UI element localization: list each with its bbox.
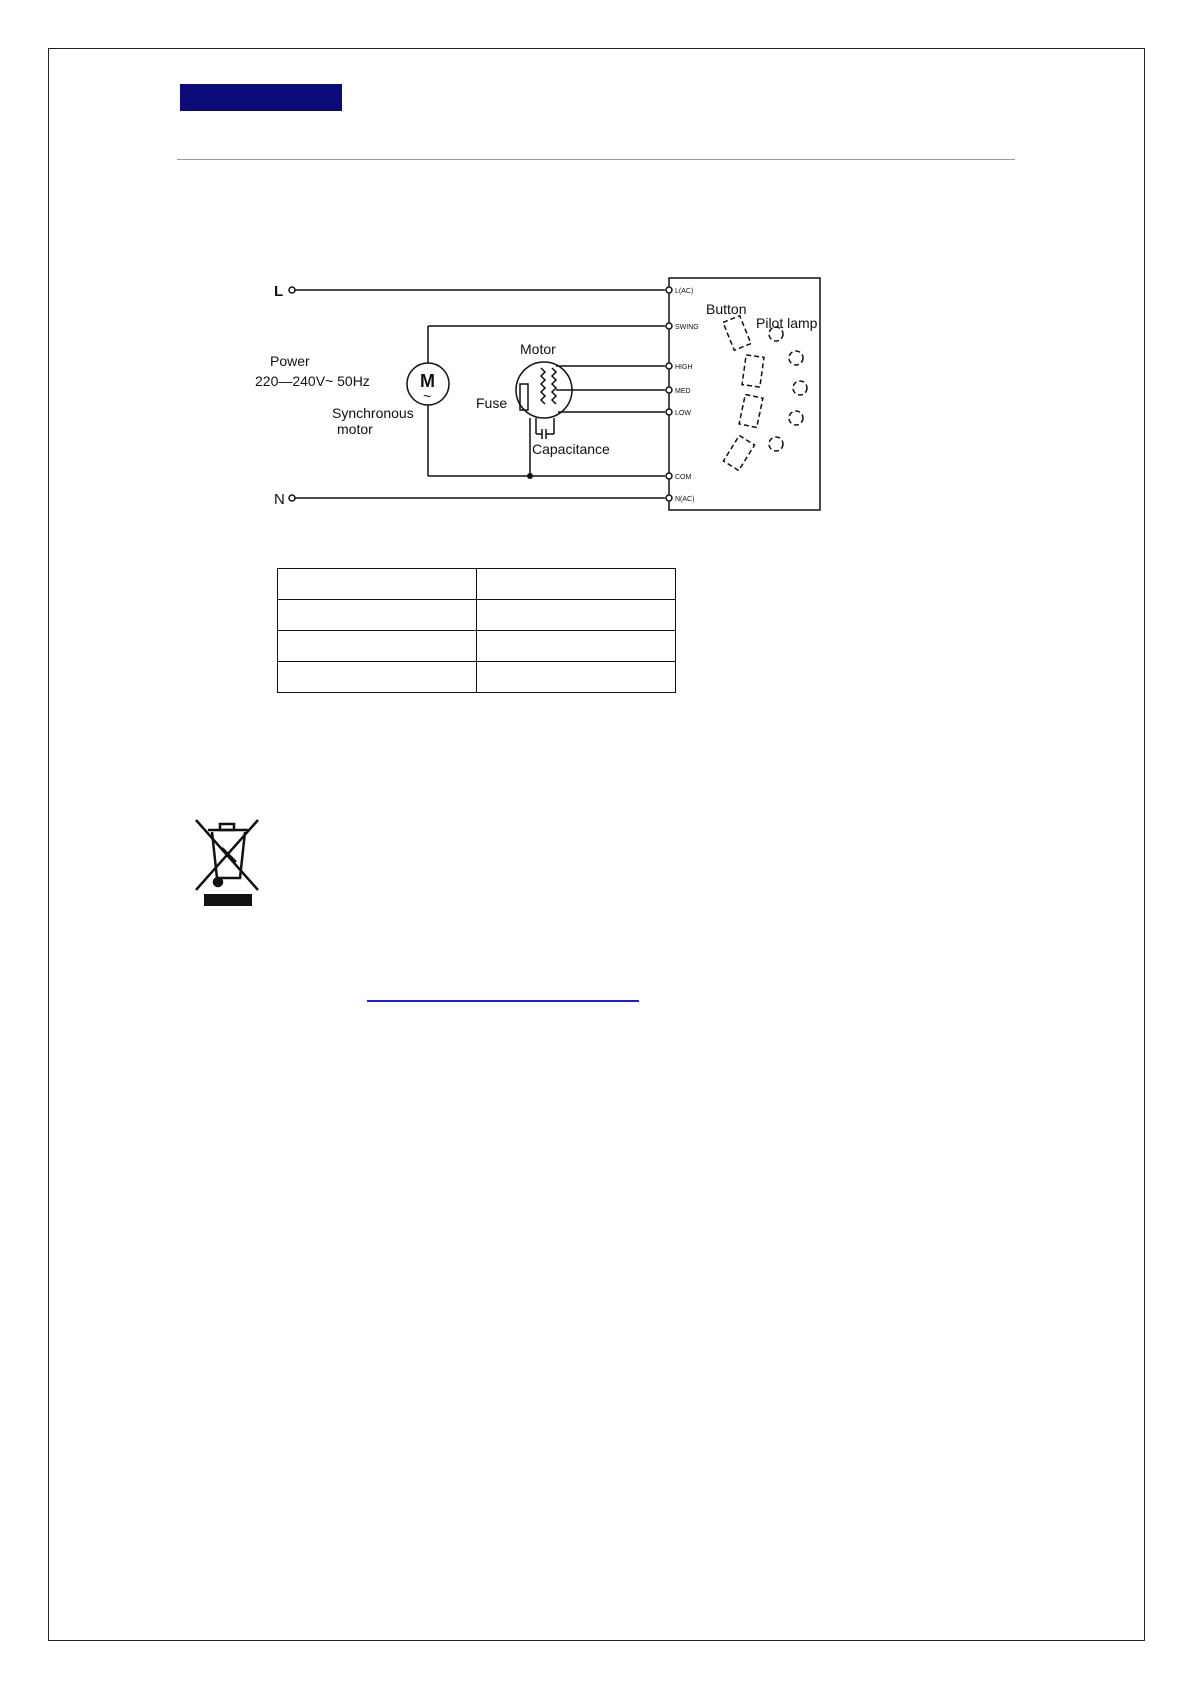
label-fuse: Fuse <box>476 395 508 411</box>
junction-dot <box>527 473 533 479</box>
terminal-high: HIGH <box>675 364 693 371</box>
table-cell <box>278 631 477 662</box>
motor-coil-right <box>552 368 556 404</box>
terminal-swing: SWING <box>675 324 699 331</box>
terminal-lac: L(AC) <box>675 288 694 295</box>
table-row <box>278 600 676 631</box>
label-motor: Motor <box>520 341 556 357</box>
label-n: N <box>274 491 285 508</box>
label-power: Power <box>270 353 310 369</box>
pilot-lamp-2 <box>789 351 803 365</box>
terminal-n-node <box>289 495 295 501</box>
table-cell <box>477 631 676 662</box>
header-color-bar <box>180 84 342 111</box>
wiring-diagram <box>240 262 830 518</box>
label-synchronous: Synchronous <box>332 405 414 421</box>
table-row <box>278 662 676 693</box>
label-button: Button <box>706 301 747 317</box>
terminal-med: MED <box>675 388 691 395</box>
button-swing <box>723 316 751 351</box>
hyperlink-underline[interactable] <box>367 1000 639 1002</box>
table-row <box>278 569 676 600</box>
label-motor-sync: motor <box>337 421 373 437</box>
pilot-lamp-4 <box>789 411 803 425</box>
label-l: L <box>274 283 284 300</box>
label-pilot-lamp: Pilot lamp <box>756 315 818 331</box>
label-sync-motor-m: M <box>420 371 435 391</box>
table-row <box>278 631 676 662</box>
button-med <box>739 394 763 427</box>
table-cell <box>278 662 477 693</box>
table-cell <box>477 662 676 693</box>
label-capacitance: Capacitance <box>532 441 610 457</box>
terminal-low: LOW <box>675 410 691 417</box>
table-cell <box>477 600 676 631</box>
spec-table <box>277 568 676 693</box>
label-power-rating: 220—240V~ 50Hz <box>255 373 370 389</box>
crossed-out-wheelie-bin-icon <box>192 818 264 908</box>
table-cell <box>278 569 477 600</box>
button-low <box>723 436 754 471</box>
motor-coil-left <box>541 368 545 404</box>
terminal-l-node <box>289 287 295 293</box>
button-high <box>742 355 764 387</box>
terminal-nac: N(AC) <box>675 496 695 503</box>
table-cell <box>278 600 477 631</box>
terminal-com: COM <box>675 474 692 481</box>
table-cell <box>477 569 676 600</box>
header-divider <box>177 159 1015 160</box>
label-sync-motor-tilde: ~ <box>423 388 432 404</box>
pilot-lamp-3 <box>793 381 807 395</box>
pilot-lamp-5 <box>769 437 783 451</box>
